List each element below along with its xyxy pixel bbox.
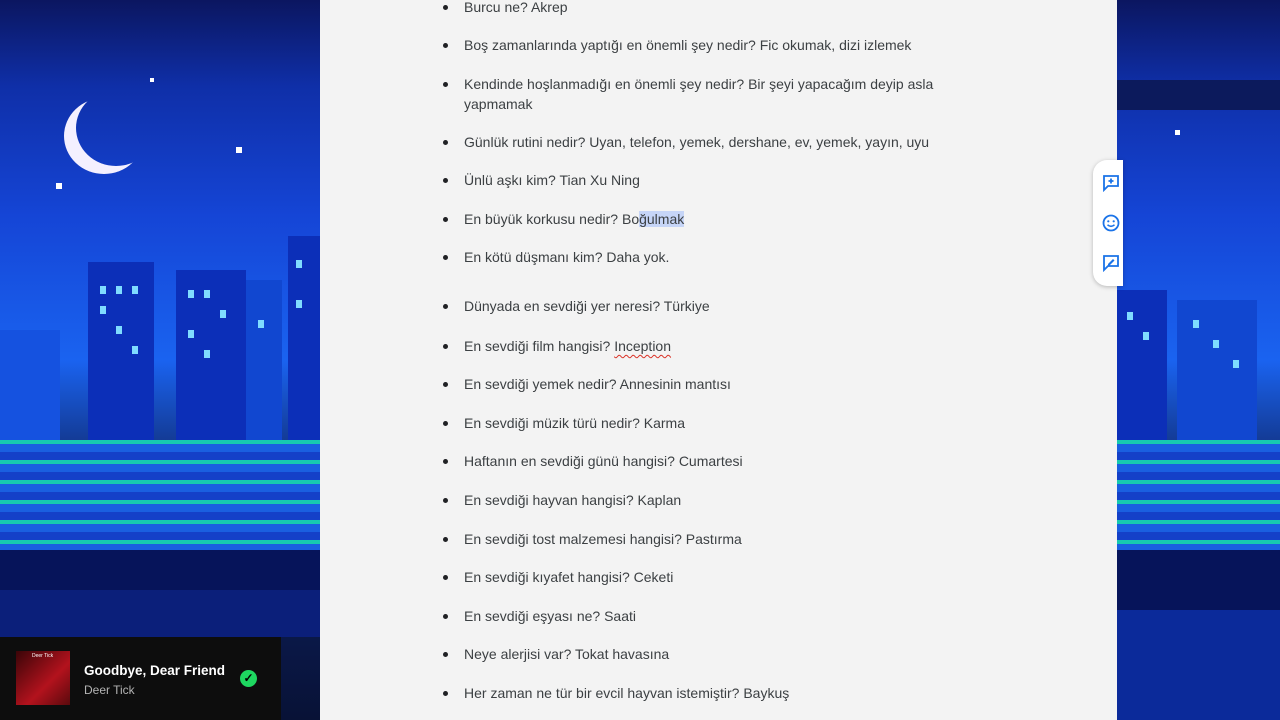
- selected-text[interactable]: ğulmak: [639, 211, 685, 227]
- list-item-text: En kötü düşmanı kim? Daha yok.: [464, 249, 670, 265]
- list-item[interactable]: [464, 74, 964, 114]
- track-title[interactable]: Goodbye, Dear Friend: [84, 663, 226, 678]
- list-item[interactable]: [464, 247, 984, 267]
- list-item[interactable]: [464, 413, 984, 433]
- list-item[interactable]: [464, 567, 984, 587]
- list-item-text: Neye alerjisi var? Tokat havasına: [464, 646, 670, 662]
- wallpaper-right: [1117, 0, 1280, 720]
- list-item[interactable]: [464, 683, 984, 703]
- list-item-text: Burcu ne? Akrep: [464, 0, 568, 15]
- list-item-text: En sevdiği eşyası ne? Saati: [464, 608, 636, 624]
- list-item[interactable]: [464, 490, 984, 510]
- list-item[interactable]: [464, 132, 984, 152]
- list-item-text: En sevdiği kıyafet hangisi? Ceketi: [464, 569, 674, 585]
- list-item-text: En sevdiği film hangisi?: [464, 338, 615, 354]
- list-item-text: Haftanın en sevdiği günü hangisi? Cumartesi: [464, 453, 743, 469]
- list-item-text: Ünlü aşkı kim? Tian Xu Ning: [464, 172, 640, 188]
- list-item[interactable]: [464, 374, 984, 394]
- list-item-text: Her zaman ne tür bir evcil hayvan istemiştir? Baykuş: [464, 685, 790, 701]
- list-item[interactable]: [464, 170, 984, 190]
- track-artist[interactable]: Deer Tick: [84, 683, 135, 697]
- list-item[interactable]: [464, 35, 984, 55]
- album-cover: [16, 651, 70, 705]
- moon-graphic: [76, 90, 156, 166]
- check-icon[interactable]: ✓: [240, 670, 257, 687]
- list-item-text: Günlük rutini nedir? Uyan, telefon, yemek, dershane, ev, yemek, yayın, uyu: [464, 134, 930, 150]
- list-item[interactable]: [464, 296, 984, 316]
- suggest-edit-icon[interactable]: [1102, 254, 1120, 272]
- list-item[interactable]: [464, 644, 984, 664]
- list-item-text: Dünyada en sevdiği yer neresi? Türkiye: [464, 298, 710, 314]
- album-cover-text: Deer Tick: [32, 653, 54, 659]
- list-item-text: En sevdiği müzik türü nedir? Karma: [464, 415, 685, 431]
- list-item[interactable]: [464, 606, 984, 626]
- now-playing-widget[interactable]: [0, 637, 281, 720]
- side-tools-panel: [1093, 160, 1123, 286]
- list-item-text: Boş zamanlarında yaptığı en önemli şey nedir? Fic okumak, dizi izlemek: [464, 37, 912, 53]
- list-item-text: En sevdiği hayvan hangisi? Kaplan: [464, 492, 682, 508]
- list-item[interactable]: [464, 209, 984, 229]
- list-item[interactable]: [464, 336, 984, 356]
- add-comment-icon[interactable]: [1102, 174, 1120, 192]
- emoji-icon[interactable]: [1102, 214, 1120, 232]
- list-item-text: En sevdiği tost malzemesi hangisi? Pastırma: [464, 531, 742, 547]
- list-item[interactable]: [464, 0, 984, 17]
- list-item[interactable]: [464, 529, 984, 549]
- list-item-text: Kendinde hoşlanmadığı en önemli şey nedir? Bir şeyi yapacağım deyip asla yapmamak: [464, 76, 934, 112]
- list-item-text: En büyük korkusu nedir? Bo: [464, 211, 640, 227]
- list-item-text: En sevdiği yemek nedir? Annesinin mantısı: [464, 376, 731, 392]
- spelling-error-word[interactable]: Inception: [614, 338, 672, 354]
- list-item[interactable]: [464, 451, 984, 471]
- wallpaper-left: [0, 0, 320, 720]
- document-page[interactable]: [320, 0, 1117, 720]
